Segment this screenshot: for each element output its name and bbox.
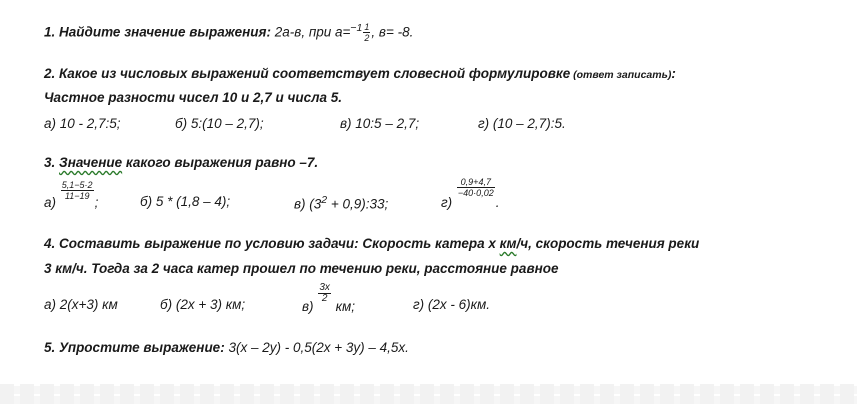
question-1-condition: при а= [305, 24, 351, 40]
question-1-expression: 2а-в [274, 24, 302, 40]
question-3-number: 3. [44, 155, 60, 170]
fraction-numerator: 0,9+4,7 [457, 177, 495, 188]
option-label: а) [44, 195, 57, 210]
question-3-option-b: б) 5 * (1,8 – 4); [140, 194, 231, 209]
question-4-option-c [302, 283, 355, 314]
question-4-text: 4. Составить выражение по условию задачи: Скорость катера х [44, 236, 500, 251]
fraction-numerator: 1 [364, 22, 370, 33]
question-5-text: 5. Упростите выражение: [44, 340, 225, 355]
question-2-colon: : [671, 66, 676, 81]
fraction-denominator: 2 [364, 33, 370, 44]
fraction-numerator: 3х [319, 282, 330, 293]
question-2-option-d: г) (10 – 2,7):5. [478, 116, 566, 131]
question-2-text: 2. Какое из числовых выражений соответствует словесной формулировке [44, 66, 571, 81]
question-4-statement: 3 км/ч. Тогда за 2 часа катер прошел по течению реки, расстояние равное [44, 261, 559, 276]
option-text-end: + 0,9):33; [327, 196, 389, 212]
question-4-option-c-fraction [318, 283, 331, 304]
fraction-denominator: 11−19 [64, 191, 90, 201]
question-1 [44, 22, 413, 43]
question-2-note: (ответ записать) [570, 69, 672, 81]
question-4-option-d: г) (2х - 6)км. [413, 297, 491, 312]
question-2-option-a: а) 10 - 2,7:5; [44, 116, 121, 131]
question-5 [44, 340, 409, 355]
question-4-spellcheck-word: км [499, 236, 517, 251]
question-3-option-a [44, 180, 98, 210]
exponent: 2 [321, 194, 328, 206]
question-3-option-d [441, 177, 499, 210]
question-3-option-a-fraction [61, 180, 94, 201]
question-3-option-c [294, 194, 388, 212]
question-1-a-fraction [363, 22, 370, 43]
option-label: г) [441, 195, 453, 211]
question-2-statement: Частное разности чисел 10 и 2,7 и числа 5. [44, 90, 343, 105]
option-label: в) [302, 299, 314, 315]
question-4-text-end: /ч, скорость течения реки [516, 236, 700, 251]
question-4-option-a: а) 2(х+3) км [44, 297, 118, 312]
question-4-option-b: б) (2х + 3) км; [160, 297, 246, 312]
question-2-option-c: в) 10:5 – 2,7; [340, 116, 420, 131]
question-2-option-b: б) 5:(10 – 2,7); [175, 116, 264, 131]
question-2-heading [44, 66, 676, 81]
question-3-option-d-fraction [457, 177, 495, 198]
question-3-spellcheck-word: Значение [59, 155, 123, 170]
question-1-a-sign: −1 [350, 22, 363, 34]
option-text: в) (3 [294, 196, 322, 212]
question-3-text: какого выражения равно –7. [122, 155, 319, 170]
fraction-numerator: 5,1−5·2 [61, 180, 93, 190]
background-pattern [0, 384, 857, 404]
option-end: км; [331, 299, 356, 315]
fraction-denominator: −40·0,02 [457, 188, 494, 198]
option-end: . [495, 195, 500, 211]
question-4-heading [44, 236, 699, 251]
question-1-comma: , [301, 24, 306, 40]
question-1-b-value: , в= -8. [371, 24, 414, 40]
option-end: ; [94, 195, 99, 210]
question-1-text: 1. Найдите значение выражения: [44, 24, 275, 40]
question-3-heading [44, 155, 318, 170]
question-5-expression: 3(х – 2у) - 0,5(2х + 3у) – 4,5х. [224, 340, 409, 355]
fraction-denominator: 2 [321, 293, 328, 304]
